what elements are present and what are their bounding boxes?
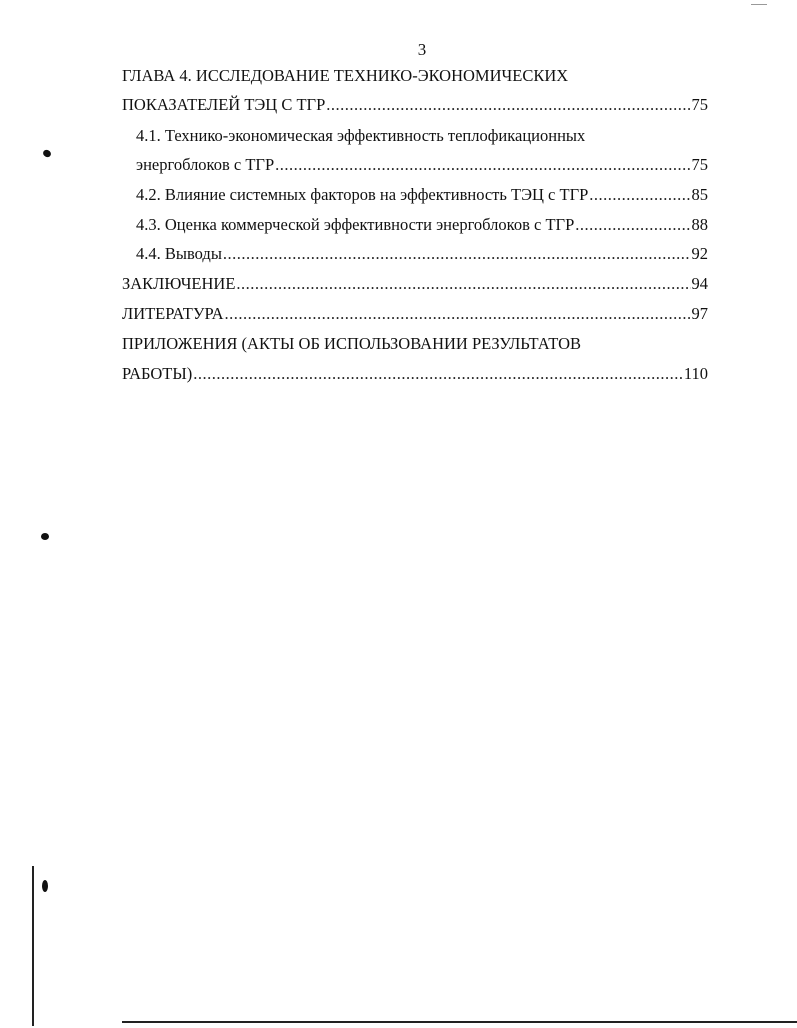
- toc-entry-section-4-3[interactable]: [136, 215, 708, 235]
- dot-leader: [223, 244, 691, 264]
- toc-entry-appendices[interactable]: [122, 364, 708, 384]
- toc-entry-label: 4.4. Выводы: [136, 244, 222, 263]
- toc-entry-page: 97: [691, 304, 708, 323]
- toc-entry-label: ЛИТЕРАТУРА: [122, 304, 224, 323]
- toc-entry-label: РАБОТЫ): [122, 364, 193, 383]
- scan-edge-line: [122, 1021, 797, 1023]
- toc-entry-section-4-2[interactable]: [136, 185, 708, 205]
- toc-entry-label: 4.2. Влияние системных факторов на эффективность ТЭЦ с ТГР: [136, 185, 589, 204]
- scan-speck: [41, 533, 49, 540]
- toc-entry-page: 88: [691, 215, 708, 234]
- toc-entry-label: ПОКАЗАТЕЛЕЙ ТЭЦ С ТГР: [122, 95, 326, 114]
- dot-leader: [193, 364, 683, 384]
- page-number: 3: [417, 40, 427, 59]
- dot-leader: [326, 95, 690, 115]
- toc-entry-page: 94: [691, 274, 708, 293]
- toc-entry-section-4-1[interactable]: [136, 155, 708, 175]
- toc-appendices-title-line1: ПРИЛОЖЕНИЯ (АКТЫ ОБ ИСПОЛЬЗОВАНИИ РЕЗУЛЬТАТОВ: [122, 334, 582, 353]
- toc-entry-page: 75: [691, 95, 708, 114]
- toc-entry-label: энергоблоков с ТГР: [136, 155, 275, 174]
- dot-leader: [589, 185, 690, 205]
- toc-section-title-line1: 4.1. Технико-экономическая эффективность теплофикационных: [136, 126, 586, 145]
- toc-entry-section-4-4[interactable]: [136, 244, 708, 264]
- toc-entry-label: 4.3. Оценка коммерческой эффективности энергоблоков с ТГР: [136, 215, 575, 234]
- toc-entry-chapter-4[interactable]: [122, 95, 708, 115]
- dot-leader: [275, 155, 690, 175]
- toc-entry-page: 85: [691, 185, 708, 204]
- scan-speck: [42, 880, 48, 892]
- toc-entry-page: 110: [683, 364, 708, 383]
- dot-leader: [236, 274, 690, 294]
- toc-entry-page: 75: [691, 155, 708, 174]
- dot-leader: [225, 304, 691, 324]
- toc-entry-literature[interactable]: [122, 304, 708, 324]
- toc-entry-label: ЗАКЛЮЧЕНИЕ: [122, 274, 236, 293]
- toc-entry-page: 92: [691, 244, 708, 263]
- scan-edge-line: [32, 866, 34, 1026]
- toc-entry-conclusion[interactable]: [122, 274, 708, 294]
- toc-chapter-title-line1: ГЛАВА 4. ИССЛЕДОВАНИЕ ТЕХНИКО-ЭКОНОМИЧЕСКИХ: [122, 66, 569, 85]
- dot-leader: [575, 215, 690, 235]
- scan-edge-mark: [751, 4, 767, 5]
